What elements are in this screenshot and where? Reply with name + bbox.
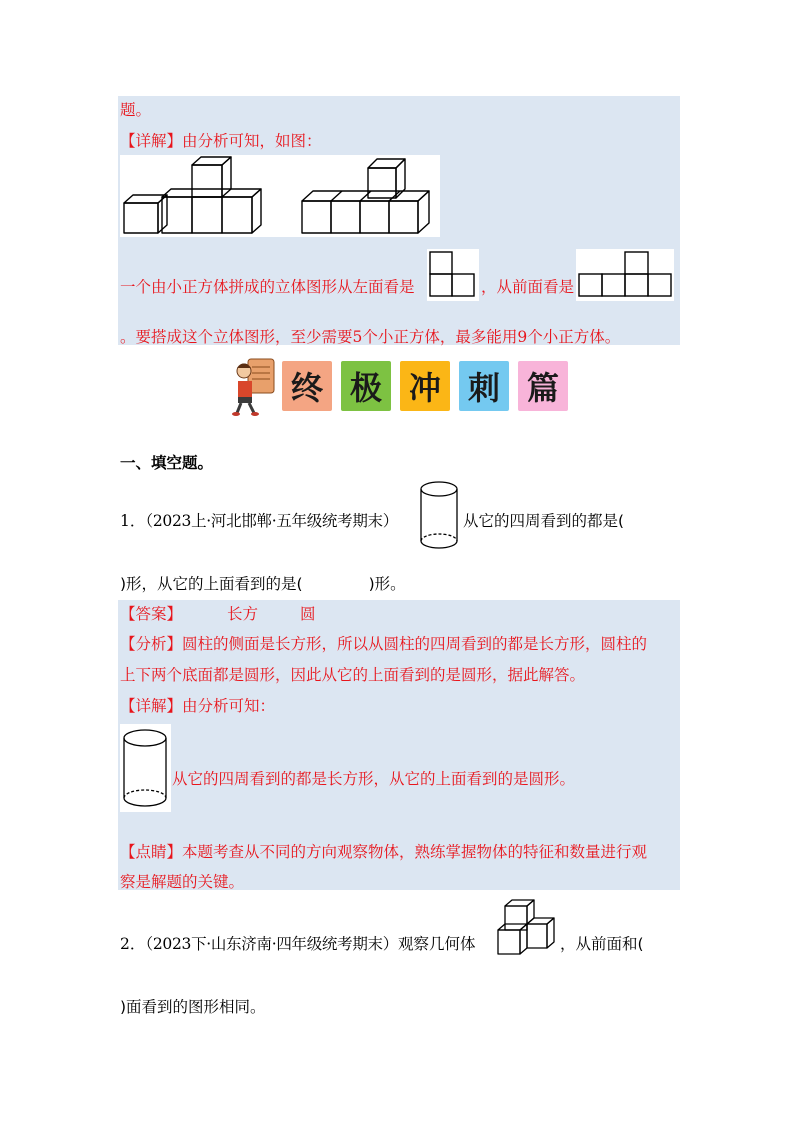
front-view-drawing bbox=[576, 249, 674, 301]
q1-detail-text: 由分析可知： bbox=[182, 697, 276, 715]
banner-tile-5: 篇 bbox=[518, 361, 568, 411]
q1-detail-conclusion: 从它的四周看到的都是长方形，从它的上面看到的是圆形。 bbox=[172, 770, 576, 788]
banner-tile-1: 终 bbox=[282, 361, 332, 411]
q1-source: （2023上·河北邯郸·五年级统考期末） bbox=[145, 512, 398, 530]
q1-comment-line-1 bbox=[120, 841, 647, 863]
q1-detail-line bbox=[120, 695, 275, 717]
banner-tile-2: 极 bbox=[341, 361, 391, 411]
q1-detail-cylinder-drawing bbox=[120, 724, 171, 812]
min-count: 5 bbox=[352, 328, 363, 346]
q2-cube-figure bbox=[495, 898, 559, 958]
detail-tag: 【详解】 bbox=[120, 132, 183, 150]
conclusion-part-2: 个小正方体，最多能用 bbox=[362, 328, 518, 346]
left-view-figure bbox=[427, 249, 479, 301]
q1-answer-tag: 【答案】 bbox=[120, 605, 183, 623]
q1-analysis-tag: 【分析】 bbox=[120, 635, 183, 653]
top-detail-line bbox=[120, 130, 322, 152]
front-view-text: ，从前面看是 bbox=[481, 278, 575, 296]
q1-comment-tag: 【点睛】 bbox=[120, 843, 183, 861]
q1-stem-line-2 bbox=[120, 573, 406, 595]
max-count: 9 bbox=[517, 328, 528, 346]
q1-analysis-line-1 bbox=[120, 633, 647, 655]
banner-tile-3: 冲 bbox=[400, 361, 450, 411]
top-line-0: 题。 bbox=[120, 101, 152, 119]
q2-stem-a2: ，从前面和( bbox=[560, 935, 644, 953]
q1-detail-tag: 【详解】 bbox=[120, 697, 183, 715]
q1-comment-1: 本题考查从不同的方向观察物体，熟练掌握物体的特征和数量进行观 bbox=[182, 843, 648, 861]
q2-cube-drawing bbox=[495, 898, 559, 958]
top-view-line bbox=[120, 276, 415, 298]
q1-detail-cylinder-figure bbox=[120, 724, 171, 812]
q2-source: （2023下·山东济南·四年级统考期末） bbox=[145, 935, 398, 953]
section-title: 一、填空题。 bbox=[120, 454, 214, 472]
q1-analysis-line-2: 上下两个底面都是圆形，因此从它的上面看到的是圆形，据此解答。 bbox=[120, 666, 586, 684]
q1-stem-b2: )形。 bbox=[368, 575, 406, 593]
q1-answer-line bbox=[120, 603, 316, 625]
q1-analysis-1: 圆柱的侧面是长方形，所以从圆柱的四周看到的都是长方形，圆柱的 bbox=[182, 635, 648, 653]
conclusion-part-3: 个小正方体。 bbox=[527, 328, 621, 346]
front-view-figure bbox=[576, 249, 674, 301]
cylinder-drawing bbox=[417, 477, 461, 557]
q1-stem-b1: )形，从它的上面看到的是( bbox=[120, 575, 303, 593]
q1-number: 1． bbox=[120, 512, 146, 530]
cylinder-figure bbox=[417, 477, 461, 557]
top-conclusion-line bbox=[120, 326, 620, 348]
left-view-text: 一个由小正方体拼成的立体图形从左面看是 bbox=[120, 278, 415, 296]
cube-structure-drawing bbox=[120, 155, 440, 237]
q1-answer-1: 长方 bbox=[227, 605, 259, 623]
q2-number: 2． bbox=[120, 935, 146, 953]
q1-comment-line-2: 察是解题的关键。 bbox=[120, 873, 245, 891]
mascot-illustration bbox=[230, 355, 280, 417]
left-view-drawing bbox=[427, 249, 479, 301]
banner-tile-4: 刺 bbox=[459, 361, 509, 411]
detail-text: 由分析可知，如图： bbox=[182, 132, 322, 150]
q2-stem-a1: 观察几何体 bbox=[397, 935, 476, 953]
q1-answer-2: 圆 bbox=[300, 605, 316, 623]
cube-structure-figure bbox=[120, 155, 440, 237]
q1-stem-line-1 bbox=[120, 510, 398, 532]
conclusion-part-1: 。要搭成这个立体图形，至少需要 bbox=[120, 328, 353, 346]
q2-stem-line-1 bbox=[120, 933, 475, 955]
q1-stem-a: 从它的四周看到的都是( bbox=[463, 512, 625, 530]
q2-stem-line-2: )面看到的图形相同。 bbox=[120, 998, 266, 1016]
